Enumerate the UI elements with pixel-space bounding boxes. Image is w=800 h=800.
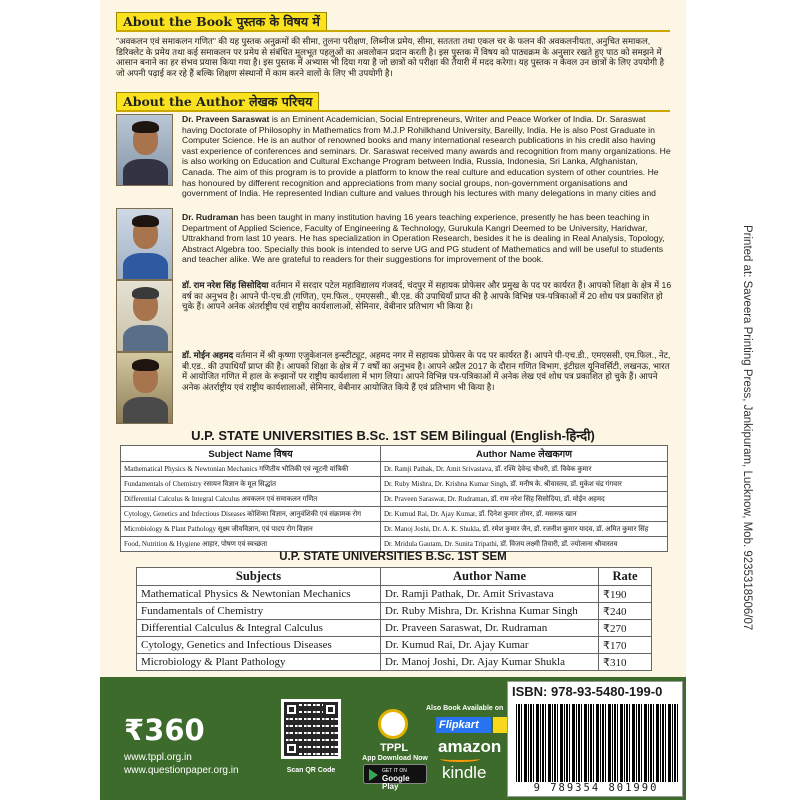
table-cell: Dr. Kumud Rai, Dr. Ajay Kumar, डॉ. दिनेश कुमार तोमर, डॉ. मसरुफ़ खान [381,507,668,522]
author-bio-text: वर्तमान में श्री कृष्णा एजुकेशनल इन्स्टीट्यूट, अहमद नगर में सहायक प्रोफेसर के पद पर कार्यरत हैं। आपने पी-एच.डी., एमएससी, एम.फिल., नेट, बी.एड.. की उपाधियाँ प्राप्त की है। आपको शिक्षा के क्षेत्र में 7 वर्षों का अनुभव है। आपने अप्रैल 2017 के दौरान गणित विभाग, इंटीग्रल यूनिवर्सिटी, लखनऊ, भारत में आयोजित गणित में हाल के रूझानों पर राष्ट्रीय कार्यशाला में भाग लिया। आपने विभिन्न पत्र-पत्रिकाओं में अनेक लेख एवं शोध पत्र प्रकाशित हो चुके हैं। आपने अनेक अंतर्राष्ट्रीय एवं राष्ट्रीय कार्यशालाओं, सेमिनार, वेबीनार आयोजित किये हैं एवं प्रतिभाग भी किया है। [182,350,671,392]
author-bio-text: वर्तमान में सरदार पटेल महाविद्यालय गंजवर्द, चंदपुर में सहायक प्रोफेसर और प्रमुख के पद पर कार्यरत हैं। आपको शिक्षा के क्षेत्र में 16 वर्ष का अनुभव है। आपने पी-एच.डी (गणित), एम.फिल., एमएससी., बी.एड. की उपाधियाँ प्राप्त की है आपके विभिन्न पत्र-पत्रिकाओं में 20 शोध पत्र प्रकाशित हो चुके हैं। आपने अनेक अंतर्राष्ट्रीय एवं राष्ट्रीय कार्यशालाओं, सेमिनार, वेबीनार प्रतिभाग भी किया है। [182,280,672,312]
table-cell: Mathematical Physics & Newtonian Mechanics [137,586,381,603]
google-play-badge[interactable] [363,764,427,791]
table-cell: Dr. Ramji Pathak, Dr. Amit Srivastava, डॉ. रश्मि देवेन्द्र चौधरी, डॉ. विवेक कुमार [381,462,668,477]
table-cell: Dr. Ruby Mishra, Dr. Krishna Kumar Singh [381,603,599,620]
rate-table-title: U.P. STATE UNIVERSITIES B.Sc. 1ST SEM [279,551,507,563]
table-cell: Dr. Praveen Saraswat, Dr. Rudraman [381,620,599,637]
author-photo-moin [116,352,173,424]
author-bio-rudraman [182,212,672,276]
table-cell: Dr. Praveen Saraswat, Dr. Rudraman, डॉ. राम नरेश सिंह सिसोदिया, डॉ. मोईन अहमद [381,492,668,507]
table-row [121,537,668,552]
table-row [137,654,652,671]
flipkart-text: Flipkart [439,719,479,731]
isbn-barcode-box [507,681,683,797]
book-price: ₹360 [124,713,205,747]
table-row [121,492,668,507]
author-bio-praveen [182,114,672,200]
table-cell: Microbiology & Plant Pathology सूक्ष्म जीवविज्ञान, एवं पादप रोग विज्ञान [121,522,381,537]
column-header: Subject Name विषय [121,446,381,462]
publisher-name: TPPL [379,742,409,754]
about-book-underline [116,30,670,32]
table-cell: ₹170 [599,637,652,654]
table-cell: Fundamentals of Chemistry [137,603,381,620]
amazon-smile-icon [440,756,480,762]
about-book-text: "अवकलन एवं समाकलन गणित" की यह पुस्तक अनुक्रमों की सीमा, तुलना परीक्षण, लिब्नीज प्रमेय, सीमा, सततता तथा एकल चर के फलन की अवकलनीयता, अनुचित समाकल, डिरिक्लेट के प्रमेय तथा कई समाकलन पर प्रमेय से संबंधित मूलभूत पहलुओं का अवलोकन प्रदान करती है। इस पुस्तक में विषय को पाठ्यक्रम के अनुसार रखते हुए पाठ को समझने में आसान बनाने का हर संभव प्रयास किया गया है। इस पुस्तक में अभ्यास भी दिया गया है जो छात्रों को परीक्षा की तैयारी में मदद करेगा। यह पुस्तक न केवल उन छात्रों के लिए उपयोगी है जो अपनी पढ़ाई कर रहे हैं बल्कि शिक्षण संस्थानों में काम करने वालों के लिए भी उपयोगी है। [116,36,665,78]
bilingual-table-title: U.P. STATE UNIVERSITIES B.Sc. 1ST SEM Bilingual (English-हिन्दी) [191,428,595,443]
author-name: Dr. Rudraman [182,212,239,222]
author-bio-sisodiya [182,280,672,340]
column-header: Author Name [381,568,599,586]
printer-info: Printed at: Saveera Printing Press, Jankipuram, Lucknow, Mob. 9235318506/07 [741,225,753,631]
author-name: डॉ. मोईन अहमद [182,350,234,360]
tppl-logo-icon [378,709,408,739]
table-row [137,603,652,620]
table-cell: Dr. Kumud Rai, Dr. Ajay Kumar [381,637,599,654]
website-link-question-paper[interactable]: www.questionpaper.org.in [124,765,239,776]
bilingual-table [120,445,668,552]
app-download-label: App Download Now [362,755,428,762]
scan-qr-label: Scan QR Code [286,767,336,774]
back-cover [100,0,686,800]
table-row [137,620,652,637]
author-photo-sisodiya [116,280,173,352]
table-row [121,522,668,537]
author-photo-praveen [116,114,173,186]
table-row [137,637,652,654]
author-bio-moin [182,350,672,414]
author-bio-text: has been taught in many institution having 16 years teaching experience, presently he has been teaching in Department of Applied Science, Faculty of Engineering & Technology, Gurukula Kangri Deemed to be University, Haridwar, Uttrakhand from last 10 years. He has specialization in Operation Research, besides it he is dealing in Real Analysis, Topology, Abstract Algebra too. Specially this book is intended to serve UG and PG student of Mathematics and will be useful to students and teacher alike. We are grateful to readers for their suggestions for improvement of the book. [182,212,665,265]
also-available-label: Also Book Available on [426,705,504,712]
table-cell: Fundamentals of Chemistry रसायन विज्ञान के मूल सिद्धांत [121,477,381,492]
table-row [121,507,668,522]
flipkart-logo[interactable] [436,717,491,733]
google-play-small-text: GET IT ON [382,768,407,774]
table-cell: Dr. Manoj Joshi, Dr. A. K. Shukla, डॉ. रमेश कुमार जैन, डॉ. रजनीश कुमार यादव, डॉ. अमित कुमार सिंह [381,522,668,537]
column-header: Rate [599,568,652,586]
table-row [121,462,668,477]
table-cell: Dr. Mridula Gautam, Dr. Sunita Tripathi, डॉ. विजय लक्ष्मी तिवारी, डॉ. ज्योत्सना श्रीवास्तव [381,537,668,552]
about-author-heading: About the Author लेखक परिचय [116,92,319,112]
table-cell: Cytology, Genetics and Infectious Diseases [137,637,381,654]
author-name: डॉ. राम नरेश सिंह सिसोदिया [182,280,269,290]
table-row [121,477,668,492]
author-name: Dr. Praveen Saraswat [182,114,270,124]
table-cell: Differential Calculus & Integral Calculus अवकलन एवं समाकलन गणित [121,492,381,507]
table-cell: ₹240 [599,603,652,620]
table-cell: Cytology, Genetics and Infectious Diseases कोशिका विज्ञान, आनुवंशिकी एवं संक्रामक रोग [121,507,381,522]
website-link[interactable]: www.tppl.org.in [124,752,192,763]
table-cell: ₹190 [599,586,652,603]
table-cell: Microbiology & Plant Pathology [137,654,381,671]
about-author-underline [116,110,670,112]
flipkart-bag-icon [493,717,507,733]
google-play-text: Google Play [382,774,410,791]
table-cell: Dr. Ruby Mishra, Dr. Krishna Kumar Singh, डॉ. मनीष के. श्रीवास्तव, डॉ. मुकेश चंद्र गंगवार [381,477,668,492]
table-cell: Mathematical Physics & Newtonian Mechanics गणितीय भौतिकी एवं न्यूटनी यांत्रिकी [121,462,381,477]
table-cell: Dr. Manoj Joshi, Dr. Ajay Kumar Shukla [381,654,599,671]
table-cell: Food, Nutrition & Hygiene आहार, पोषण एवं स्वच्छता [121,537,381,552]
table-row [137,586,652,603]
barcode-icon [516,704,678,784]
kindle-logo[interactable]: kindle [442,763,487,782]
barcode-digits: 9 789354 801990 [510,782,682,794]
author-bio-text: is an Eminent Academician, Social Entrepreneurs, Writer and Peace Worker of India. Dr. Saraswat having Doctorate of Philosophy in Mathematics from M.J.P Rohilkhand University, Bareilly, India. He is also Post Graduate in Computer Science. He is an author of renowned books and many international research publications in his credit also having vast experience of conferences and seminars. Dr. Saraswat received many awards and recognition from many organizations. He is also working on Education and Cultural Exchange Program between India, Russia, Indonesia, Sri Lanka, Afghanistan, Canada. The aim of this program is to provide a platform to know the real culture and education system of other countries. He has honoured by different recognition and appreciations from many social groups, non-government organisations and government of India. He represented Indian culture and values through his lectures with many delegations in many cities and [182,114,671,199]
table-cell: Dr. Ramji Pathak, Dr. Amit Srivastava [381,586,599,603]
table-cell: ₹270 [599,620,652,637]
column-header: Subjects [137,568,381,586]
table-cell: Differential Calculus & Integral Calculus [137,620,381,637]
about-book-heading: About the Book पुस्तक के विषय में [116,12,327,32]
table-cell: ₹310 [599,654,652,671]
rate-table [136,567,652,671]
isbn-number: ISBN: 978-93-5480-199-0 [512,684,663,699]
qr-code[interactable] [281,699,341,759]
column-header: Author Name लेखकगण [381,446,668,462]
amazon-logo[interactable]: amazon [438,737,502,756]
author-photo-rudraman [116,208,173,280]
